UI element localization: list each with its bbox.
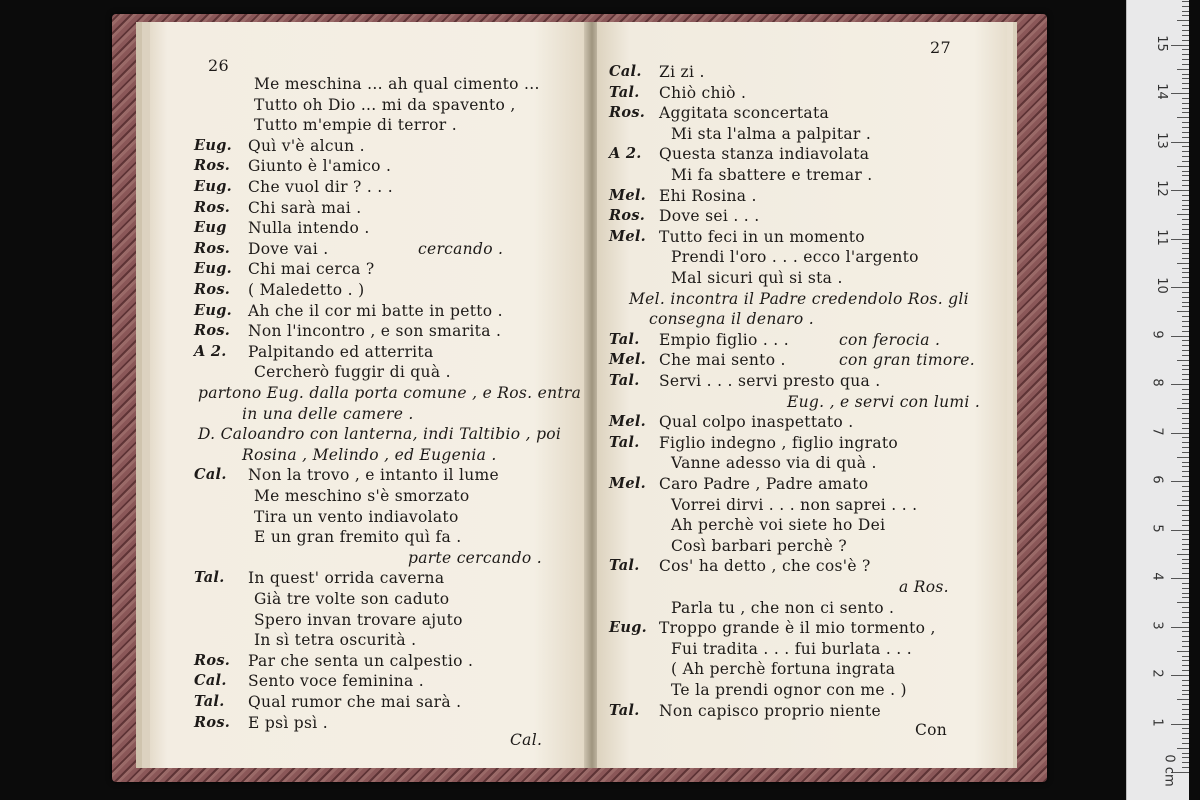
ruler-tick <box>1182 302 1189 303</box>
ruler-tick <box>1182 25 1189 26</box>
ruler-tick <box>1182 447 1189 448</box>
ruler-tick <box>1182 30 1189 31</box>
speaker-label: Mel. <box>609 186 647 204</box>
ruler-tick <box>1182 321 1189 322</box>
verse-line: Palpitando ed atterrita <box>248 342 434 361</box>
ruler-tick <box>1182 326 1189 327</box>
ruler-tick <box>1182 78 1189 79</box>
right-page <box>597 22 1007 768</box>
ruler-tick <box>1182 6 1189 7</box>
speaker-label: Tal. <box>609 330 640 348</box>
verse-line: Mal sicuri quì si sta . <box>671 269 843 287</box>
stage-direction: con ferocia . <box>839 330 941 349</box>
ruler-tick <box>1182 277 1189 278</box>
ruler-tick <box>1171 190 1189 191</box>
ruler-tick <box>1182 98 1189 99</box>
stage-direction: cercando . <box>418 239 504 258</box>
speaker-label: A 2. <box>609 145 642 163</box>
speaker-label: Ros. <box>194 157 231 175</box>
left-page <box>150 22 586 768</box>
speaker-label: Eug. <box>194 301 232 319</box>
ruler-tick <box>1182 476 1189 477</box>
ruler-tick <box>1182 403 1189 404</box>
verse-line: Dove sei . . . <box>659 207 760 226</box>
verse-line: Qual rumor che mai sarà . <box>248 693 462 711</box>
page-number: 26 <box>208 56 229 75</box>
speaker-label: A 2. <box>194 342 227 360</box>
ruler-tick <box>1182 112 1189 113</box>
ruler-tick <box>1182 423 1189 424</box>
ruler-tick <box>1171 675 1189 676</box>
verse-line: Che mai sento . <box>659 351 786 370</box>
ruler-tick <box>1182 719 1189 720</box>
ruler-tick <box>1182 83 1189 84</box>
ruler-tick <box>1182 365 1189 366</box>
verse-line: Non l'incontro , e son smarita . <box>248 322 502 341</box>
ruler-tick <box>1182 108 1189 109</box>
verse-line: Ah perchè voi siete ho Dei <box>671 516 886 535</box>
ruler-tick <box>1182 597 1189 598</box>
ruler-tick <box>1182 161 1189 162</box>
verse-line: Già tre volte son caduto <box>254 590 450 608</box>
ruler-tick <box>1182 573 1189 574</box>
verse-line: Non la trovo , e intanto il lume <box>248 466 499 485</box>
ruler-tick <box>1182 728 1189 729</box>
speaker-label: Ros. <box>194 198 231 216</box>
ruler-tick <box>1182 345 1189 346</box>
speaker-label: Eug <box>194 219 227 237</box>
speaker-label: Tal. <box>609 557 640 575</box>
ruler-label: 13 <box>1153 131 1169 149</box>
stage-direction: partono Eug. dalla porta comune , e Ros. entra <box>198 384 582 402</box>
verse-line: Parla tu , che non ci sento . <box>671 598 895 617</box>
ruler-label: 14 <box>1153 83 1169 100</box>
ruler-tick <box>1177 457 1189 458</box>
verse-line: Servi . . . servi presto qua . <box>659 372 881 390</box>
ruler-tick <box>1182 738 1189 739</box>
ruler-tick <box>1182 297 1189 298</box>
ruler-tick <box>1182 660 1189 661</box>
ruler-tick <box>1171 384 1189 385</box>
ruler-tick <box>1182 471 1189 472</box>
speaker-label: Tal. <box>194 693 225 710</box>
ruler-label: 0 cm <box>1161 754 1177 787</box>
verse-line: Vorrei dirvi . . . non saprei . . . <box>671 495 918 514</box>
verse-line: Mi sta l'alma a palpitar . <box>671 124 872 143</box>
speaker-label: Tal. <box>609 701 640 719</box>
ruler-tick <box>1182 151 1189 152</box>
ruler-tick <box>1182 54 1189 55</box>
verse-line: Quì v'è alcun . <box>248 136 365 155</box>
verse-line: Chi mai cerca ? <box>248 260 375 279</box>
verse-line: Ah che il cor mi batte in petto . <box>248 301 503 320</box>
ruler-tick <box>1177 748 1189 749</box>
ruler-tick <box>1171 287 1189 288</box>
ruler-tick <box>1182 272 1189 273</box>
ruler-tick <box>1177 311 1189 312</box>
ruler-tick <box>1182 195 1189 196</box>
verse-line: Cercherò fuggir di quà . <box>254 363 451 382</box>
speaker-label: Cal. <box>609 63 642 80</box>
stage-direction: in una delle camere . <box>242 404 414 423</box>
verse-line: Me meschino s'è smorzato <box>254 487 470 505</box>
ruler-tick <box>1182 59 1189 60</box>
catchword: Cal. <box>510 731 543 749</box>
ruler-label: 4 <box>1149 572 1165 581</box>
ruler-tick <box>1177 699 1189 700</box>
verse-line: In sì tetra oscurità . <box>254 631 417 650</box>
ruler-tick <box>1177 166 1189 167</box>
ruler-tick <box>1182 709 1189 710</box>
ruler-tick <box>1182 680 1189 681</box>
ruler-tick <box>1182 583 1189 584</box>
ruler-tick <box>1182 369 1189 370</box>
ruler-tick <box>1182 316 1189 317</box>
ruler-tick <box>1182 690 1189 691</box>
ruler-tick <box>1182 622 1189 623</box>
ruler-tick <box>1182 452 1189 453</box>
ruler-tick <box>1171 93 1189 94</box>
ruler-tick <box>1182 685 1189 686</box>
ruler-tick <box>1182 209 1189 210</box>
ruler-tick <box>1182 185 1189 186</box>
speaker-label: Eug. <box>194 260 232 278</box>
verse-line: E psì psì . <box>248 713 328 732</box>
ruler-label: 2 <box>1149 669 1165 678</box>
ruler-tick <box>1177 554 1189 555</box>
ruler-tick <box>1182 64 1189 65</box>
ruler-tick <box>1177 117 1189 118</box>
verse-line: Qual colpo inaspettato . <box>659 413 854 432</box>
verse-line: Te la prendi ognor con me . ) <box>671 681 907 699</box>
ruler-tick <box>1171 578 1189 579</box>
verse-line: Così barbari perchè ? <box>671 536 847 555</box>
ruler-tick <box>1177 651 1189 652</box>
verse-line: Ehi Rosina . <box>659 186 757 205</box>
ruler-tick <box>1182 646 1189 647</box>
ruler-tick <box>1182 743 1189 744</box>
catchword: Con <box>915 721 948 739</box>
verse-line: Prendi l'oro . . . ecco l'argento <box>671 248 919 267</box>
speaker-label: Ros. <box>194 281 231 298</box>
ruler-tick <box>1171 530 1189 531</box>
ruler-tick <box>1182 350 1189 351</box>
ruler-tick <box>1182 224 1189 225</box>
ruler-tick <box>1171 45 1189 46</box>
ruler-tick <box>1182 306 1189 307</box>
stage-direction: con gran timore. <box>839 351 975 370</box>
ruler-label: 5 <box>1149 523 1165 533</box>
ruler-tick <box>1182 559 1189 560</box>
ruler-label: 6 <box>1149 475 1165 484</box>
ruler-tick <box>1182 520 1189 521</box>
ruler-tick <box>1182 175 1189 176</box>
ruler-tick <box>1182 394 1189 395</box>
verse-line: Vanne adesso via di quà . <box>671 454 877 473</box>
ruler-tick <box>1182 510 1189 511</box>
stage-direction: D. Caloandro con lanterna, indi Taltibio , poi <box>198 425 562 444</box>
ruler-tick <box>1182 466 1189 467</box>
ruler-label: 8 <box>1149 378 1165 387</box>
verse-line: Chi sarà mai . <box>248 198 362 217</box>
ruler-tick <box>1182 588 1189 589</box>
ruler-tick <box>1182 568 1189 569</box>
ruler-tick <box>1182 418 1189 419</box>
verse-line: ( Ah perchè fortuna ingrata <box>671 660 896 679</box>
ruler-tick <box>1182 753 1189 754</box>
stage-direction: Rosina , Melindo , ed Eugenia . <box>242 445 497 464</box>
ruler-tick <box>1182 515 1189 516</box>
ruler-tick <box>1182 200 1189 201</box>
stage-direction: consegna il denaro . <box>649 310 814 329</box>
speaker-label: Tal. <box>194 569 225 587</box>
speaker-label: Tal. <box>609 83 640 101</box>
ruler-tick <box>1182 544 1189 545</box>
verse-line: Me meschina ... ah qual cimento ... <box>254 75 540 93</box>
speaker-label: Cal. <box>194 672 227 690</box>
ruler-tick <box>1182 399 1189 400</box>
ruler-tick <box>1182 103 1189 104</box>
ruler-tick <box>1177 505 1189 506</box>
speaker-label: Ros. <box>194 239 231 257</box>
ruler-tick <box>1171 239 1189 240</box>
ruler-tick <box>1182 127 1189 128</box>
ruler-tick <box>1182 248 1189 249</box>
ruler-tick <box>1182 525 1189 526</box>
measurement-ruler <box>1126 0 1189 800</box>
speaker-label: Eug. <box>194 136 232 154</box>
speaker-label: Mel. <box>609 413 647 431</box>
verse-line: Non capisco proprio niente <box>659 701 882 720</box>
ruler-label: 9 <box>1149 329 1165 339</box>
ruler-tick <box>1182 137 1189 138</box>
ruler-label: 3 <box>1149 620 1165 630</box>
ruler-tick <box>1182 486 1189 487</box>
verse-line: Dove vai . <box>248 239 329 258</box>
ruler-label: 11 <box>1153 228 1169 246</box>
verse-line: Giunto è l'amico . <box>248 157 392 176</box>
ruler-tick <box>1182 49 1189 50</box>
verse-line: Tutto m'empie di terror . <box>254 116 457 135</box>
verse-line: Par che senta un calpestio . <box>248 651 474 670</box>
ruler-tick <box>1177 408 1189 409</box>
speaker-label: Ros. <box>194 322 231 340</box>
ruler-tick <box>1177 263 1189 264</box>
ruler-tick <box>1182 355 1189 356</box>
ruler-tick <box>1182 733 1189 734</box>
stage-direction: a Ros. <box>899 578 949 596</box>
ruler-tick <box>1182 40 1189 41</box>
verse-line: Cos' ha detto , che cos'è ? <box>659 557 871 576</box>
ruler-tick <box>1182 563 1189 564</box>
speaker-label: Cal. <box>194 466 227 484</box>
speaker-label: Eug. <box>609 619 647 637</box>
ruler-tick <box>1182 656 1189 657</box>
verse-line: Aggitata sconcertata <box>659 104 830 123</box>
ruler-tick <box>1182 243 1189 244</box>
speaker-label: Eug. <box>194 178 232 195</box>
ruler-tick <box>1182 670 1189 671</box>
ruler-label: 1 <box>1149 717 1165 727</box>
ruler-tick <box>1182 132 1189 133</box>
ruler-tick <box>1171 481 1189 482</box>
ruler-tick <box>1182 442 1189 443</box>
verse-line: Troppo grande è il mio tormento , <box>659 619 936 638</box>
ruler-tick <box>1182 180 1189 181</box>
verse-line: Empio figlio . . . <box>659 330 789 349</box>
ruler-tick <box>1182 636 1189 637</box>
ruler-tick <box>1182 379 1189 380</box>
ruler-tick <box>1177 69 1189 70</box>
ruler-tick <box>1182 205 1189 206</box>
ruler-tick <box>1182 762 1189 763</box>
ruler-tick <box>1177 20 1189 21</box>
ruler-tick <box>1182 539 1189 540</box>
ruler-label: 7 <box>1149 426 1165 436</box>
stage-direction: Mel. incontra il Padre credendolo Ros. gli <box>629 289 969 308</box>
verse-line: Nulla intendo . <box>248 219 370 238</box>
ruler-tick <box>1171 142 1189 143</box>
ruler-tick <box>1171 336 1189 337</box>
verse-line: Tira un vento indiavolato <box>254 507 459 526</box>
ruler-tick <box>1182 282 1189 283</box>
ruler-tick <box>1182 607 1189 608</box>
verse-line: Spero invan trovare ajuto <box>254 610 463 629</box>
speaker-label: Mel. <box>609 351 647 369</box>
ruler-tick <box>1182 549 1189 550</box>
ruler-tick <box>1182 340 1189 341</box>
speaker-label: Mel. <box>609 227 647 245</box>
ruler-tick <box>1171 433 1189 434</box>
ruler-tick <box>1182 219 1189 220</box>
page-number: 27 <box>930 38 951 57</box>
ruler-tick <box>1182 35 1189 36</box>
ruler-tick <box>1182 15 1189 16</box>
stage-direction: parte cercando . <box>408 548 542 567</box>
ruler-tick <box>1182 500 1189 501</box>
verse-line: Mi fa sbattere e tremar . <box>671 166 873 184</box>
ruler-tick <box>1182 374 1189 375</box>
verse-line: E un gran fremito quì fa . <box>254 528 462 547</box>
verse-line: Caro Padre , Padre amato <box>659 475 869 493</box>
ruler-tick <box>1182 258 1189 259</box>
ruler-tick <box>1182 122 1189 123</box>
ruler-tick <box>1182 665 1189 666</box>
ruler-tick <box>1182 156 1189 157</box>
verse-line: ( Maledetto . ) <box>248 281 365 299</box>
verse-line: Tutto oh Dio ... mi da spavento , <box>254 95 516 114</box>
ruler-tick <box>1182 413 1189 414</box>
speaker-label: Ros. <box>609 207 646 225</box>
ruler-tick <box>1182 631 1189 632</box>
speaker-label: Tal. <box>609 372 640 389</box>
verse-line: Che vuol dir ? . . . <box>248 178 393 196</box>
ruler-tick <box>1171 627 1189 628</box>
ruler-tick <box>1177 214 1189 215</box>
ruler-tick <box>1182 593 1189 594</box>
verse-line: Questa stanza indiavolata <box>659 145 870 164</box>
speaker-label: Tal. <box>609 433 640 451</box>
ruler-tick <box>1182 88 1189 89</box>
ruler-tick <box>1182 767 1189 768</box>
ruler-tick <box>1182 253 1189 254</box>
ruler-tick <box>1182 437 1189 438</box>
ruler-tick <box>1182 268 1189 269</box>
ruler-tick <box>1182 389 1189 390</box>
ruler-tick <box>1182 617 1189 618</box>
ruler-tick <box>1182 491 1189 492</box>
verse-line: In quest' orrida caverna <box>248 569 445 588</box>
speaker-label: Mel. <box>609 475 647 492</box>
ruler-label: 15 <box>1153 34 1169 52</box>
speaker-label: Ros. <box>609 104 646 122</box>
ruler-tick <box>1182 11 1189 12</box>
ruler-tick <box>1182 462 1189 463</box>
ruler-tick <box>1182 694 1189 695</box>
ruler-tick <box>1182 292 1189 293</box>
ruler-tick <box>1182 496 1189 497</box>
ruler-tick <box>1171 724 1189 725</box>
verse-line: Zi zi . <box>659 63 705 81</box>
ruler-tick <box>1182 171 1189 172</box>
ruler-label: 12 <box>1153 180 1169 197</box>
ruler-tick <box>1182 234 1189 235</box>
speaker-label: Ros. <box>194 651 231 669</box>
verse-line: Figlio indegno , figlio ingrato <box>659 433 899 452</box>
stage-direction: Eug. , e servi con lumi . <box>787 392 981 411</box>
verse-line: Sento voce feminina . <box>248 672 425 691</box>
ruler-tick <box>1182 146 1189 147</box>
ruler-label: 10 <box>1153 277 1169 294</box>
verse-line: Chiò chiò . <box>659 83 747 102</box>
verse-line: Fui tradita . . . fui burlata . . . <box>671 639 912 658</box>
ruler-tick <box>1182 428 1189 429</box>
ruler-tick <box>1182 714 1189 715</box>
speaker-label: Ros. <box>194 713 231 731</box>
ruler-tick <box>1182 757 1189 758</box>
ruler-tick <box>1182 331 1189 332</box>
ruler-tick <box>1182 641 1189 642</box>
ruler-tick <box>1182 704 1189 705</box>
ruler-tick <box>1182 612 1189 613</box>
ruler-tick <box>1182 534 1189 535</box>
ruler-tick <box>1177 360 1189 361</box>
ruler-tick <box>1177 602 1189 603</box>
verse-line: Tutto feci in un momento <box>659 227 865 246</box>
ruler-tick <box>1182 74 1189 75</box>
ruler-tick <box>1182 1 1189 2</box>
ruler-tick <box>1182 229 1189 230</box>
